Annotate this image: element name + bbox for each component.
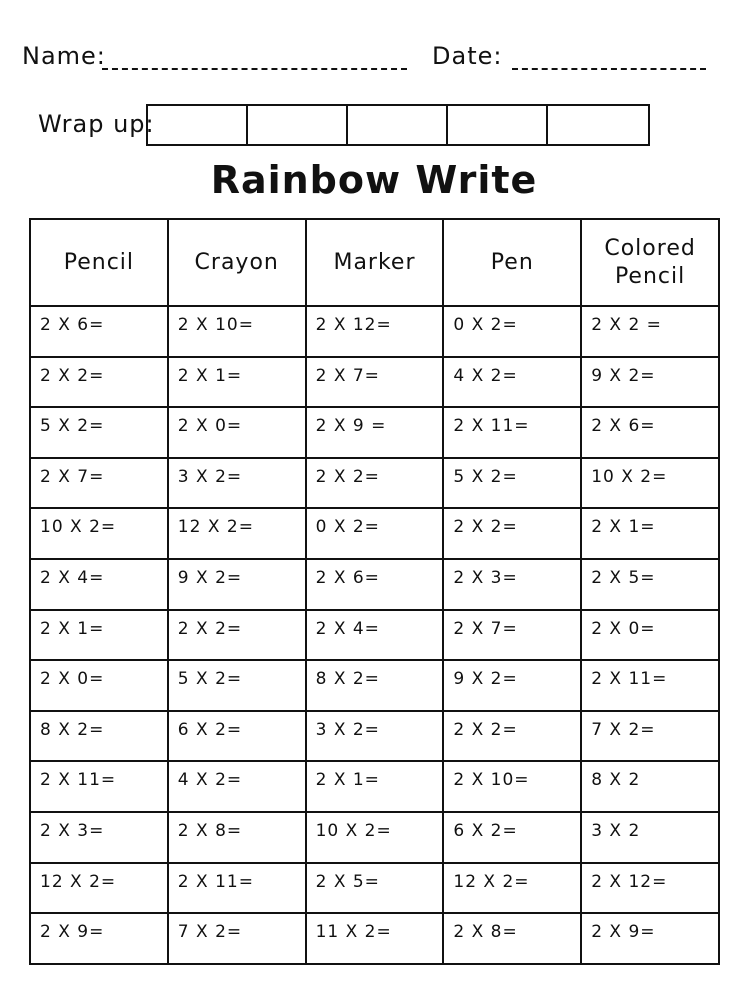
- column-header-crayon: Crayon: [168, 219, 306, 306]
- table-cell[interactable]: 0 X 2=: [306, 508, 444, 559]
- table-cell[interactable]: 11 X 2=: [306, 913, 444, 964]
- table-cell[interactable]: 3 X 2: [581, 812, 719, 863]
- table-cell[interactable]: 2 X 2=: [443, 508, 581, 559]
- table-cell[interactable]: 2 X 12=: [306, 306, 444, 357]
- table-cell[interactable]: 2 X 2 =: [581, 306, 719, 357]
- table-cell[interactable]: 2 X 2=: [306, 458, 444, 509]
- table-cell[interactable]: 2 X 10=: [443, 761, 581, 812]
- table-header-row: [30, 219, 719, 306]
- table-body: [30, 306, 719, 964]
- table-cell[interactable]: 4 X 2=: [443, 357, 581, 408]
- header-row: [22, 40, 722, 80]
- table-cell[interactable]: 2 X 3=: [30, 812, 168, 863]
- table-cell[interactable]: 2 X 2=: [168, 610, 306, 661]
- table-cell[interactable]: 5 X 2=: [168, 660, 306, 711]
- table-row: [30, 812, 719, 863]
- table-cell[interactable]: 2 X 4=: [306, 610, 444, 661]
- page-title: Rainbow Write: [210, 158, 538, 202]
- wrap-up-box[interactable]: [148, 106, 248, 144]
- table-row: [30, 306, 719, 357]
- table-row: [30, 761, 719, 812]
- table-cell[interactable]: 8 X 2: [581, 761, 719, 812]
- table-row: [30, 508, 719, 559]
- table-cell[interactable]: 12 X 2=: [30, 863, 168, 914]
- table-cell[interactable]: 2 X 11=: [443, 407, 581, 458]
- table-cell[interactable]: 2 X 7=: [443, 610, 581, 661]
- table-row: [30, 407, 719, 458]
- table-cell[interactable]: 2 X 1=: [306, 761, 444, 812]
- table-cell[interactable]: 2 X 9 =: [306, 407, 444, 458]
- table-cell[interactable]: 12 X 2=: [443, 863, 581, 914]
- table-cell[interactable]: 2 X 8=: [168, 812, 306, 863]
- table-cell[interactable]: 6 X 2=: [168, 711, 306, 762]
- name-field[interactable]: [102, 68, 407, 70]
- wrap-up-box[interactable]: [248, 106, 348, 144]
- table-row: [30, 711, 719, 762]
- table-cell[interactable]: 9 X 2=: [443, 660, 581, 711]
- table-row: [30, 863, 719, 914]
- table-cell[interactable]: 2 X 9=: [581, 913, 719, 964]
- column-header-pencil: Pencil: [30, 219, 168, 306]
- table-cell[interactable]: 2 X 12=: [581, 863, 719, 914]
- table-row: [30, 458, 719, 509]
- table-cell[interactable]: 2 X 6=: [30, 306, 168, 357]
- table-cell[interactable]: 2 X 0=: [168, 407, 306, 458]
- wrap-up-row: [38, 104, 658, 146]
- table-cell[interactable]: 2 X 4=: [30, 559, 168, 610]
- table-cell[interactable]: 10 X 2=: [30, 508, 168, 559]
- wrap-up-box[interactable]: [548, 106, 648, 144]
- table-cell[interactable]: 2 X 7=: [306, 357, 444, 408]
- table-row: [30, 660, 719, 711]
- table-cell[interactable]: 3 X 2=: [168, 458, 306, 509]
- table-cell[interactable]: 2 X 1=: [168, 357, 306, 408]
- name-label: Name:: [22, 42, 106, 70]
- table-cell[interactable]: 2 X 10=: [168, 306, 306, 357]
- table-cell[interactable]: 2 X 7=: [30, 458, 168, 509]
- table-cell[interactable]: 2 X 11=: [581, 660, 719, 711]
- column-header-pen: Pen: [443, 219, 581, 306]
- table-cell[interactable]: 6 X 2=: [443, 812, 581, 863]
- table-cell[interactable]: 2 X 0=: [30, 660, 168, 711]
- table-cell[interactable]: 2 X 3=: [443, 559, 581, 610]
- wrap-up-label: Wrap up:: [38, 110, 155, 138]
- table-cell[interactable]: 5 X 2=: [443, 458, 581, 509]
- table-cell[interactable]: 10 X 2=: [306, 812, 444, 863]
- table-row: [30, 610, 719, 661]
- table-cell[interactable]: 0 X 2=: [443, 306, 581, 357]
- table-cell[interactable]: 2 X 1=: [30, 610, 168, 661]
- table-cell[interactable]: 8 X 2=: [30, 711, 168, 762]
- wrap-up-box[interactable]: [448, 106, 548, 144]
- table-cell[interactable]: 7 X 2=: [168, 913, 306, 964]
- table-cell[interactable]: 2 X 8=: [443, 913, 581, 964]
- table-cell[interactable]: 2 X 11=: [30, 761, 168, 812]
- table-cell[interactable]: 2 X 5=: [306, 863, 444, 914]
- table-cell[interactable]: 4 X 2=: [168, 761, 306, 812]
- table-cell[interactable]: 5 X 2=: [30, 407, 168, 458]
- table-cell[interactable]: 2 X 2=: [30, 357, 168, 408]
- wrap-up-boxes: [146, 104, 650, 146]
- table-cell[interactable]: 8 X 2=: [306, 660, 444, 711]
- table-cell[interactable]: 2 X 2=: [443, 711, 581, 762]
- table-row: [30, 357, 719, 408]
- wrap-up-box[interactable]: [348, 106, 448, 144]
- table-cell[interactable]: 3 X 2=: [306, 711, 444, 762]
- table-cell[interactable]: 9 X 2=: [581, 357, 719, 408]
- column-header-marker: Marker: [306, 219, 444, 306]
- table-cell[interactable]: 2 X 6=: [581, 407, 719, 458]
- table-row: [30, 913, 719, 964]
- table-cell[interactable]: 7 X 2=: [581, 711, 719, 762]
- table-cell[interactable]: 12 X 2=: [168, 508, 306, 559]
- rainbow-write-table: [29, 218, 720, 965]
- table-cell[interactable]: 2 X 5=: [581, 559, 719, 610]
- table-cell[interactable]: 2 X 0=: [581, 610, 719, 661]
- table-cell[interactable]: 9 X 2=: [168, 559, 306, 610]
- table-cell[interactable]: 2 X 6=: [306, 559, 444, 610]
- table-row: [30, 559, 719, 610]
- table-cell[interactable]: 2 X 1=: [581, 508, 719, 559]
- table-cell[interactable]: 2 X 9=: [30, 913, 168, 964]
- column-header-colored-pencil: Colored Pencil: [581, 219, 719, 306]
- table-cell[interactable]: 10 X 2=: [581, 458, 719, 509]
- date-field[interactable]: [512, 68, 706, 70]
- date-label: Date:: [432, 42, 503, 70]
- table-cell[interactable]: 2 X 11=: [168, 863, 306, 914]
